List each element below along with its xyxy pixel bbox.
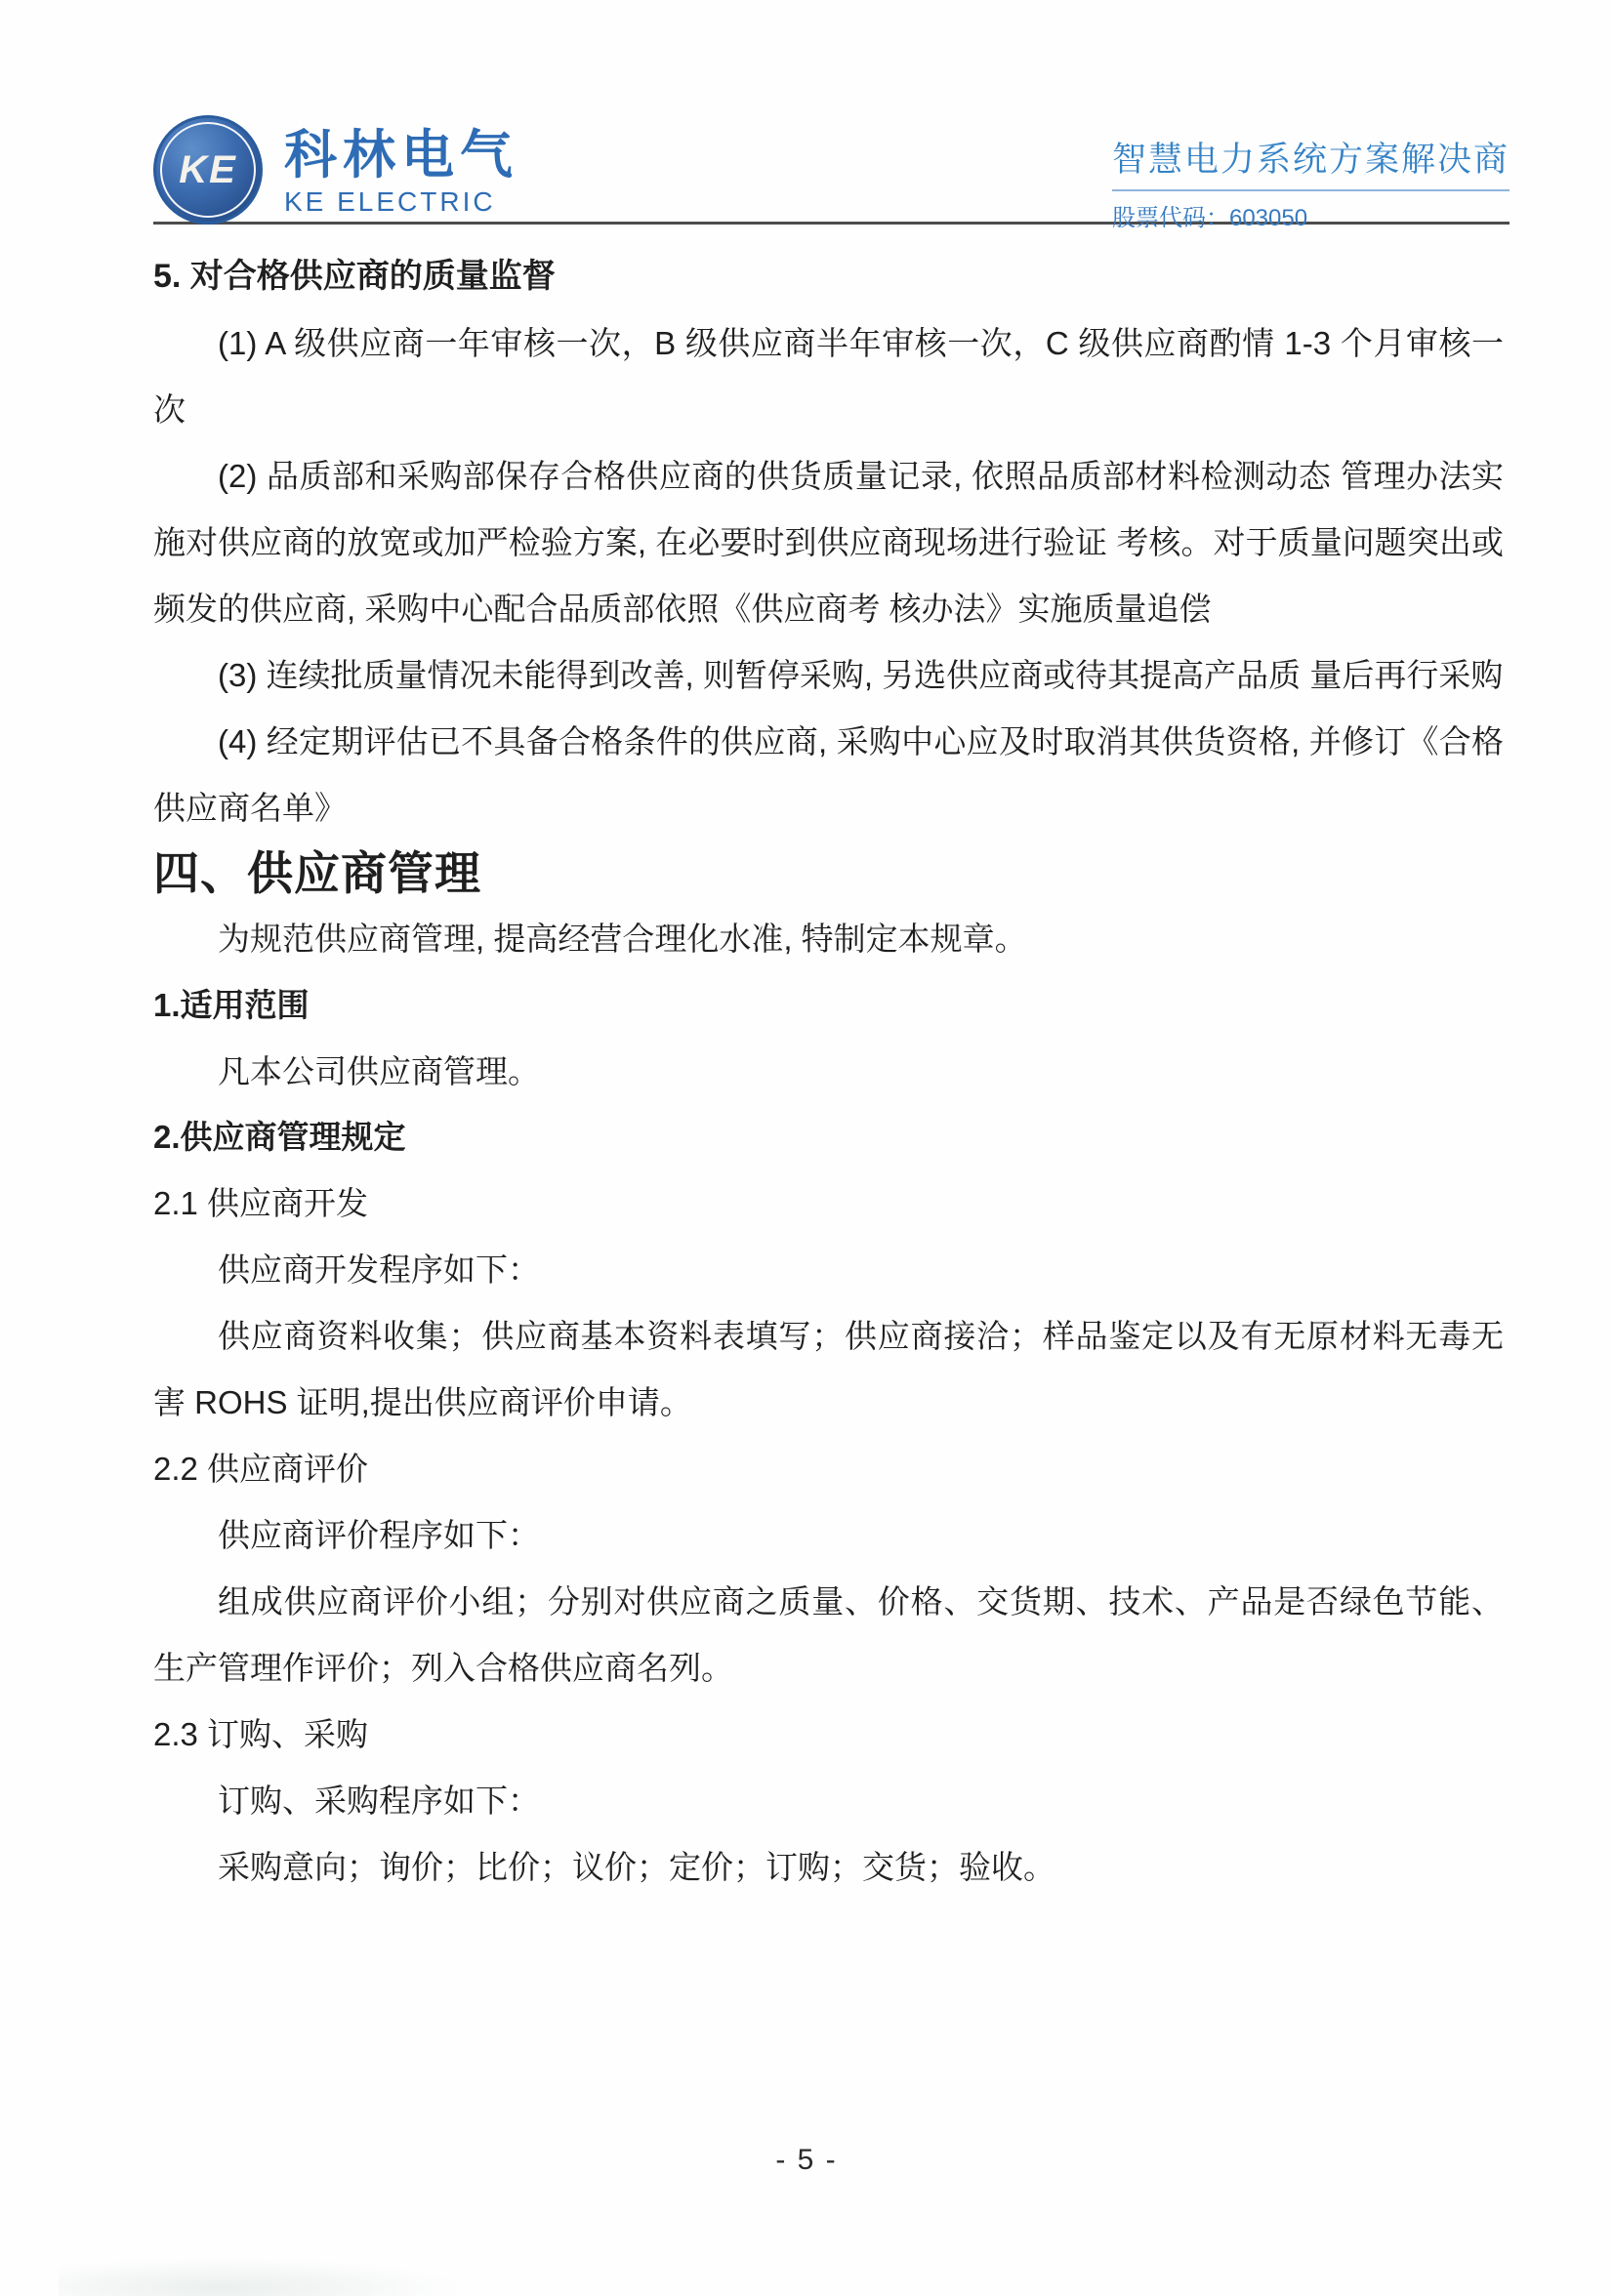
paragraph: 凡本公司供应商管理。	[218, 1052, 540, 1089]
paragraph: 为规范供应商管理, 提高经营合理化水准, 特制定本规章。	[218, 920, 1027, 957]
paragraph: 供应商评价程序如下：	[218, 1517, 540, 1554]
paragraph: (1) A 级供应商一年审核一次，B 级供应商半年审核一次，C 级供应商酌情 1-3 个月审核一次	[153, 325, 1504, 428]
paragraph: 订购、采购程序如下：	[218, 1783, 540, 1820]
paragraph: 供应商开发程序如下：	[218, 1251, 540, 1289]
subsection-label: 1.适用范围	[153, 986, 310, 1023]
paragraph: (4) 经定期评估已不具备合格条件的供应商, 采购中心应及时取消其供货资格, 并修订《合格供应商名单》	[153, 722, 1504, 826]
subsection-label: 2.供应商管理规定	[153, 1119, 406, 1156]
letterhead	[153, 115, 1510, 231]
brand-text	[284, 122, 518, 219]
stock-code: 股票代码：603050	[1111, 205, 1308, 231]
logo-ring	[160, 122, 256, 218]
subsection-heading: 2.2 供应商评价	[153, 1451, 369, 1488]
subsection-heading: 2.3 订购、采购	[153, 1716, 369, 1753]
paragraph: 供应商资料收集；供应商基本资料表填写；供应商接洽；样品鉴定以及有无原材料无毒无害 ROHS 证明,提出供应商评价申请。	[153, 1318, 1504, 1421]
subsection-heading: 2.1 供应商开发	[153, 1185, 369, 1222]
paragraph: 采购意向；询价；比价；议价；定价；订购；交货；验收。	[218, 1849, 1055, 1886]
section-heading: 5. 对合格供应商的质量监督	[153, 258, 556, 295]
company-logo-icon	[153, 115, 263, 225]
paragraph: (3) 连续批质量情况未能得到改善, 则暂停采购, 另选供应商或待其提高产品质 量后再行采购	[218, 656, 1504, 693]
header-right	[1112, 133, 1510, 232]
company-slogan: 智慧电力系统方案解决商	[1112, 133, 1510, 191]
chapter-heading: 四、供应商管理	[153, 846, 481, 899]
company-name-chinese: 科林电气	[284, 125, 518, 184]
document-body	[153, 242, 1504, 1901]
company-name-english: KE ELECTRIC	[284, 186, 496, 218]
logo-monogram: KE	[179, 147, 237, 191]
paragraph: (2) 品质部和采购部保存合格供应商的供货质量记录, 依照品质部材料检测动态 管理办法实施对供应商的放宽或加严检验方案, 在必要时到供应商现场进行验证 考核。对于质量问题突出或频发的供应商, 采购中心配合品质部依照《供应商考 核办法》实施质量追偿	[153, 457, 1504, 627]
paragraph: 组成供应商评价小组；分别对供应商之质量、价格、交货期、技术、产品是否绿色节能、生产管理作评价；列入合格供应商名列。	[153, 1583, 1504, 1687]
company-brand	[153, 115, 518, 225]
page-number: - 5 -	[775, 2144, 838, 2176]
